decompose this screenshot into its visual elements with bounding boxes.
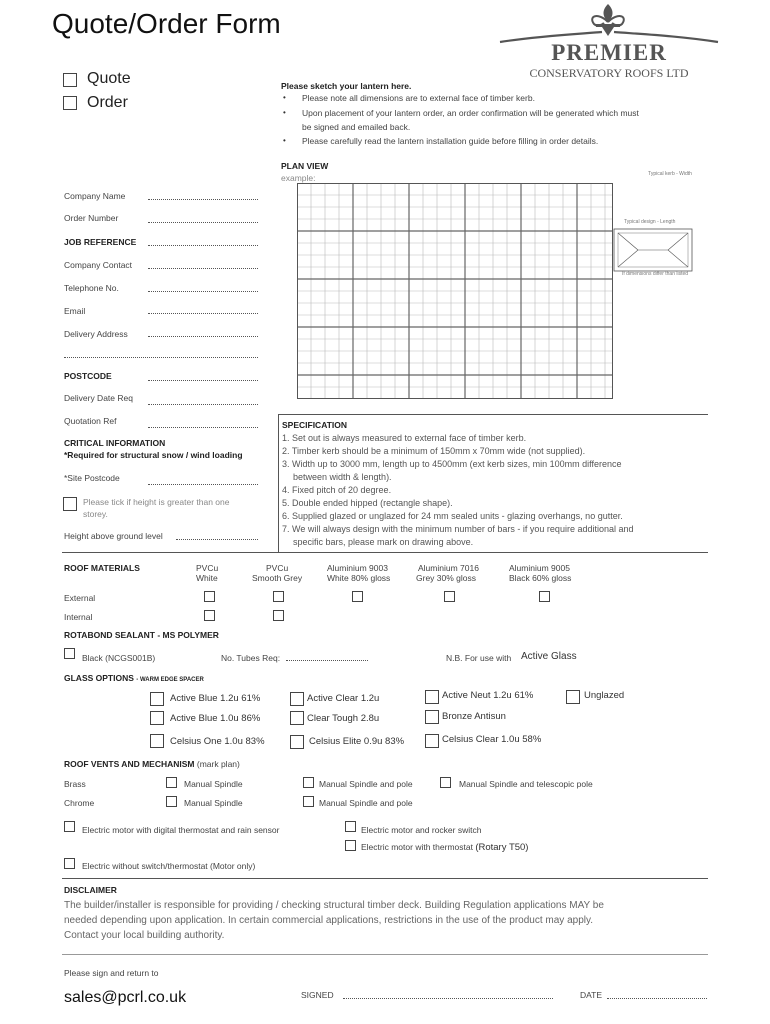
sketch-grid[interactable]	[297, 183, 613, 399]
email-label: Email	[64, 306, 86, 316]
material-col-l2: White	[196, 573, 218, 583]
vents-heading-sub: (mark plan)	[196, 759, 240, 769]
motor-only-checkbox[interactable]	[64, 858, 75, 869]
spec-line: 2. Timber kerb should be a minimum of 150mm x 70mm wide (not supplied).	[282, 446, 586, 456]
delivery-address-field-2[interactable]	[64, 357, 258, 358]
company-contact-label: Company Contact	[64, 260, 133, 270]
vents-heading-text: ROOF VENTS AND MECHANISM	[64, 759, 195, 769]
glass-option-label: Clear Tough 2.8u	[307, 713, 380, 724]
motor-thermostat-checkbox[interactable]	[345, 840, 356, 851]
order-checkbox[interactable]	[63, 96, 77, 110]
external-alu-7016-checkbox[interactable]	[444, 591, 455, 602]
critical-subheading: *Required for structural snow / wind loading	[64, 450, 243, 460]
disclaimer-text: needed depending upon application. In certain commercial applications, restrictions in the use of the product may apply.	[64, 915, 594, 926]
external-pvcu-grey-checkbox[interactable]	[273, 591, 284, 602]
email-field[interactable]	[148, 313, 258, 314]
spec-line: 4. Fixed pitch of 20 degree.	[282, 485, 392, 495]
brass-label: Brass	[64, 779, 86, 789]
order-label: Order	[87, 94, 128, 111]
spec-line: specific bars, please mark on drawing above.	[293, 537, 474, 547]
site-postcode-label: *Site Postcode	[64, 473, 120, 483]
material-col-l2: White 80% gloss	[327, 573, 391, 583]
glass-celsius-elite-checkbox[interactable]	[290, 735, 304, 749]
glass-option-label: Active Blue 1.0u 86%	[170, 713, 261, 724]
bullet-dot: •	[283, 93, 286, 102]
motor-only-label: Electric without switch/thermostat (Motor only)	[82, 861, 256, 871]
glass-active-blue-10-checkbox[interactable]	[150, 711, 164, 725]
glass-option-label: Active Clear 1.2u	[307, 693, 380, 704]
disclaimer-text: The builder/installer is responsible for providing / checking structural timber deck. Building Regulation applications MAY be	[64, 900, 604, 911]
page-title: Quote/Order Form	[52, 8, 281, 39]
disclaimer-text: Contact your local building authority.	[64, 930, 225, 941]
spec-line: 6. Supplied glazed or unglazed for 24 mm sealed units - glazing overhangs, no gutter.	[282, 511, 623, 521]
tubes-label: No. Tubes Req:	[221, 653, 281, 663]
internal-label: Internal	[64, 612, 93, 622]
brass-manual-spindle-label: Manual Spindle	[184, 779, 243, 789]
bullet-dot: •	[283, 108, 286, 117]
site-postcode-field[interactable]	[148, 484, 258, 485]
order-number-label: Order Number	[64, 213, 119, 223]
diagram-mid-label: Typical design - Length	[624, 219, 676, 225]
motor-thermostat-label	[361, 842, 528, 853]
spec-line: 5. Double ended hipped (rectangle shape).	[282, 498, 453, 508]
sketch-bullet-cont: be signed and emailed back.	[302, 122, 411, 132]
motor-digital-checkbox[interactable]	[64, 821, 75, 832]
spec-line: 7. We will always design with the minimum number of bars - if you require additional and	[282, 524, 634, 534]
company-logo	[498, 2, 720, 82]
glass-option-label: Bronze Antisun	[442, 711, 506, 722]
spec-heading: SPECIFICATION	[282, 420, 348, 430]
spec-line: between width & length).	[293, 472, 392, 482]
diagram-bottom-label: If dimensions differ than listed	[622, 271, 689, 277]
material-col-l1: PVCu	[266, 563, 289, 573]
logo-subtitle: CONSERVATORY ROOFS LTD	[529, 66, 689, 80]
glass-celsius-one-checkbox[interactable]	[150, 734, 164, 748]
sketch-heading: Please sketch your lantern here.	[281, 81, 412, 91]
glass-clear-tough-checkbox[interactable]	[290, 711, 304, 725]
spec-line: 1. Set out is always measured to external face of timber kerb.	[282, 433, 527, 443]
signature-field[interactable]	[343, 998, 553, 999]
height-checkbox[interactable]	[63, 497, 77, 511]
job-reference-label: JOB REFERENCE	[64, 237, 137, 247]
sealant-heading: ROTABOND SEALANT - MS POLYMER	[64, 630, 219, 640]
motor-rocker-checkbox[interactable]	[345, 821, 356, 832]
glass-heading	[64, 673, 204, 683]
height-tick-label: Please tick if height is greater than one	[83, 497, 230, 507]
sealant-black-label: Black (NCGS001B)	[82, 653, 156, 663]
logo-name: PREMIER	[551, 40, 667, 65]
glass-heading-sub: - WARM EDGE SPACER	[136, 677, 204, 683]
external-pvcu-white-checkbox[interactable]	[204, 591, 215, 602]
material-col-l1: Aluminium 9003	[327, 563, 388, 573]
signed-label: SIGNED	[301, 990, 334, 1000]
roof-materials-heading: ROOF MATERIALS	[64, 563, 140, 573]
glass-option-label: Active Blue 1.2u 61%	[170, 693, 261, 704]
chrome-spindle-pole-label: Manual Spindle and pole	[319, 798, 413, 808]
example-label: example:	[281, 173, 316, 183]
height-ground-field[interactable]	[176, 539, 258, 540]
date-label: DATE	[580, 990, 603, 1000]
footer-divider	[62, 954, 708, 955]
motor-digital-label: Electric motor with digital thermostat and rain sensor	[82, 825, 280, 835]
material-col-l2: Smooth Grey	[252, 573, 303, 583]
sketch-bullet: Please note all dimensions are to external face of timber kerb.	[302, 93, 535, 103]
brass-spindle-telescopic-checkbox[interactable]	[440, 777, 451, 788]
internal-pvcu-white-checkbox[interactable]	[204, 610, 215, 621]
glass-active-neut-checkbox[interactable]	[425, 690, 439, 704]
postcode-label: POSTCODE	[64, 371, 112, 381]
material-col-l2: Grey 30% gloss	[416, 573, 476, 583]
material-col-l1: Aluminium 9005	[509, 563, 570, 573]
section-divider	[62, 552, 708, 553]
sign-return-label: Please sign and return to	[64, 968, 159, 978]
brass-manual-spindle-checkbox[interactable]	[166, 777, 177, 788]
example-roof-diagram	[613, 228, 693, 272]
sketch-bullet: Please carefully read the lantern installation guide before filling in order details.	[302, 136, 599, 146]
quotation-ref-field[interactable]	[148, 427, 258, 428]
chrome-manual-spindle-checkbox[interactable]	[166, 796, 177, 807]
external-alu-9005-checkbox[interactable]	[539, 591, 550, 602]
chrome-manual-spindle-label: Manual Spindle	[184, 798, 243, 808]
spec-line: 3. Width up to 3000 mm, length up to 4500mm (ext kerb sizes, min 100mm difference	[282, 459, 622, 469]
section-divider	[62, 878, 708, 879]
material-col-l2: Black 60% gloss	[509, 573, 572, 583]
delivery-date-label: Delivery Date Req	[64, 393, 133, 403]
company-name-label: Company Name	[64, 191, 126, 201]
active-glass-label: Active Glass	[521, 651, 577, 662]
telephone-field[interactable]	[148, 291, 258, 292]
glass-active-clear-checkbox[interactable]	[290, 692, 304, 706]
glass-option-label: Unglazed	[584, 690, 625, 701]
critical-heading: CRITICAL INFORMATION	[64, 438, 166, 448]
glass-option-label: Celsius One 1.0u 83%	[170, 736, 265, 747]
brass-spindle-pole-label: Manual Spindle and pole	[319, 779, 413, 789]
tubes-field[interactable]	[286, 660, 368, 661]
telephone-label: Telephone No.	[64, 283, 119, 293]
nb-label: N.B. For use with	[446, 653, 512, 663]
spec-left-border	[278, 414, 279, 552]
delivery-address-field[interactable]	[148, 336, 258, 337]
sketch-bullet: Upon placement of your lantern order, an order confirmation will be generated which must	[302, 108, 639, 118]
company-contact-field[interactable]	[148, 268, 258, 269]
job-reference-field[interactable]	[148, 245, 258, 246]
glass-heading-text: GLASS OPTIONS	[64, 673, 134, 683]
height-ground-label: Height above ground level	[64, 531, 163, 541]
internal-pvcu-grey-checkbox[interactable]	[273, 610, 284, 621]
material-col-l1: PVCu	[196, 563, 219, 573]
rotary-label: (Rotary T50)	[475, 842, 529, 853]
glass-option-label: Active Neut 1.2u 61%	[442, 690, 534, 701]
glass-bronze-antisun-checkbox[interactable]	[425, 710, 439, 724]
quote-label: Quote	[87, 70, 131, 87]
disclaimer-heading: DISCLAIMER	[64, 885, 117, 895]
motor-thermostat-text: Electric motor with thermostat	[361, 842, 473, 852]
glass-active-blue-12-checkbox[interactable]	[150, 692, 164, 706]
material-col-l1: Aluminium 7016	[418, 563, 479, 573]
postcode-field[interactable]	[148, 380, 258, 381]
glass-celsius-clear-checkbox[interactable]	[425, 734, 439, 748]
plan-view-label: PLAN VIEW	[281, 161, 329, 171]
motor-rocker-label: Electric motor and rocker switch	[361, 825, 482, 835]
spec-top-border	[278, 414, 708, 415]
company-name-field[interactable]	[148, 199, 258, 200]
external-label: External	[64, 593, 96, 603]
brass-spindle-pole-checkbox[interactable]	[303, 777, 314, 788]
contact-email[interactable]: sales@pcrl.co.uk	[64, 989, 187, 1006]
glass-option-label: Celsius Elite 0.9u 83%	[309, 736, 405, 747]
diagram-top-label: Typical kerb - Width	[648, 171, 692, 177]
sealant-black-checkbox[interactable]	[64, 648, 75, 659]
bullet-dot: •	[283, 136, 286, 145]
brass-spindle-telescopic-label: Manual Spindle and telescopic pole	[459, 779, 593, 789]
date-field[interactable]	[607, 998, 707, 999]
order-number-field[interactable]	[148, 222, 258, 223]
chrome-spindle-pole-checkbox[interactable]	[303, 796, 314, 807]
delivery-date-field[interactable]	[148, 404, 258, 405]
quote-checkbox[interactable]	[63, 73, 77, 87]
glass-option-label: Celsius Clear 1.0u 58%	[442, 734, 542, 745]
quotation-ref-label: Quotation Ref	[64, 416, 117, 426]
glass-unglazed-checkbox[interactable]	[566, 690, 580, 704]
delivery-address-label: Delivery Address	[64, 329, 128, 339]
vents-heading	[64, 759, 240, 769]
external-alu-9003-checkbox[interactable]	[352, 591, 363, 602]
height-tick-label-2: storey.	[83, 509, 108, 519]
chrome-label: Chrome	[64, 798, 95, 808]
